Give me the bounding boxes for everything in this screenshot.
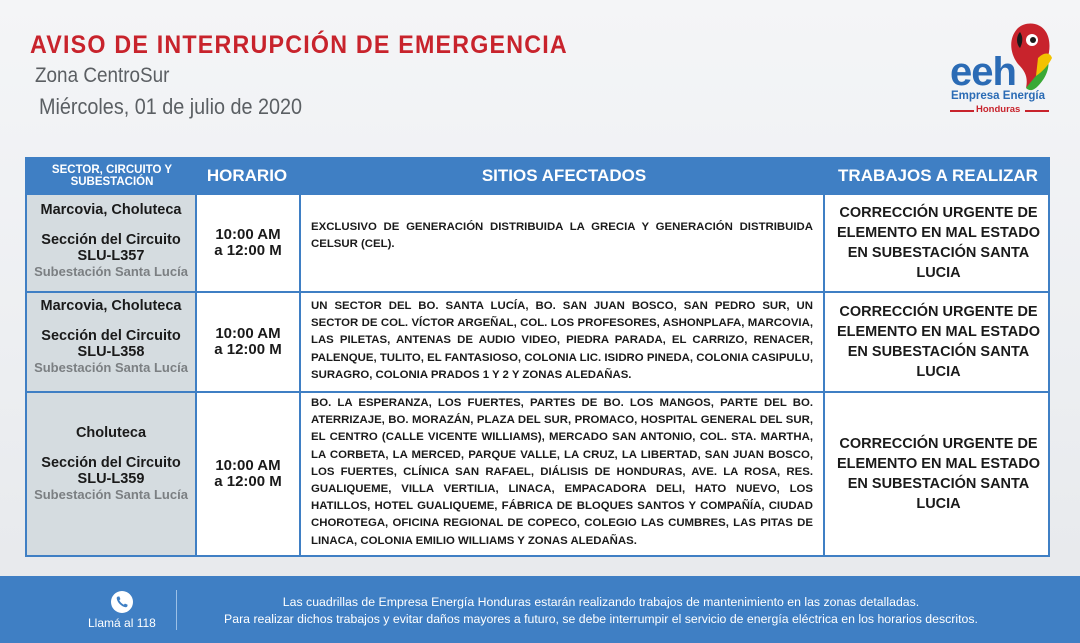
work-cell: CORRECCIÓN URGENTE DE ELEMENTO EN MAL ESTADO EN SUBESTACIÓN SANTA LUCIA (836, 436, 1040, 512)
sector-cell (27, 293, 195, 391)
sites-cell: UN SECTOR DEL BO. SANTA LUCÍA, BO. SAN JUAN BOSCO, SAN PEDRO SUR, UN SECTOR DE COL. VÍCTOR ARGEÑAL, COL. LOS PROFESORES, ASHONPLAFA, MARCOVIA, LAS PILETAS, ANTENAS DE AUDIO VIDEO, PIEDRA PARADA, EL CARRIZO, RENACER, PALENQUE, TULITO, EL FANTASIOSO, COLONIA LIC. ISIDRO PINEDA, COLONIA CASIPULU, SURAGRO, COLONIA PRADOS 1 Y 2 Y ZONAS ALEDAÑAS. (301, 293, 825, 391)
sector-cell (27, 393, 195, 555)
logo-line-right (1025, 110, 1049, 112)
work-cell: CORRECCIÓN URGENTE DE ELEMENTO EN MAL ESTADO EN SUBESTACIÓN SANTA LUCIA (836, 205, 1040, 281)
sector-cell (27, 195, 195, 291)
section-label: Sección del Circuito (41, 328, 181, 344)
header-trabajos: TRABAJOS A REALIZAR (838, 166, 1038, 185)
schedule-cell (195, 293, 301, 391)
footer-line-1: Las cuadrillas de Empresa Energía Honduras estarán realizando trabajos de mantenimiento en las zonas detalladas. (282, 595, 920, 609)
logo-country: Honduras (976, 104, 1021, 115)
location-label: Marcovia, Choluteca (40, 298, 182, 314)
sites-cell: EXCLUSIVO DE GENERACIÓN DISTRIBUIDA LA GRECIA Y GENERACIÓN DISTRIBUIDA CELSUR (CEL). (301, 195, 825, 291)
location-label: Choluteca (75, 425, 147, 441)
section-label: Sección del Circuito (41, 455, 181, 471)
phone-icon (111, 591, 133, 613)
time-to: a 12:00 M (214, 473, 282, 490)
time-to: a 12:00 M (214, 341, 282, 358)
circuit-label: SLU-L357 (77, 248, 145, 264)
header-horario: HORARIO (206, 166, 288, 185)
header-sector: SECTOR, CIRCUITO Y SUBESTACIÓN (51, 164, 173, 188)
substation-label: Subestación Santa Lucía (34, 487, 188, 502)
time-from: 10:00 AM (215, 457, 281, 474)
zone-label: Zona CentroSur (35, 64, 170, 87)
outage-table (25, 157, 1050, 557)
footer-divider (176, 590, 177, 630)
table-row (27, 193, 1048, 291)
schedule-cell (195, 195, 301, 291)
schedule-cell (195, 393, 301, 555)
table-header (27, 159, 1048, 193)
logo-text: eeh (950, 50, 1016, 94)
time-to: a 12:00 M (214, 242, 282, 259)
circuit-label: SLU-L359 (77, 471, 145, 487)
logo-line-left (950, 110, 974, 112)
eeh-logo (946, 18, 1056, 118)
call-label: Llamá al 118 (88, 616, 156, 630)
location-label: Marcovia, Choluteca (40, 202, 182, 218)
footer-line-2: Para realizar dichos trabajos y evitar daños mayores a futuro, se debe interrumpir el servicio de energía eléctrica en los horarios descritos. (224, 612, 978, 626)
time-from: 10:00 AM (215, 325, 281, 342)
work-cell: CORRECCIÓN URGENTE DE ELEMENTO EN MAL ESTADO EN SUBESTACIÓN SANTA LUCIA (836, 304, 1040, 380)
table-row (27, 391, 1048, 555)
time-from: 10:00 AM (215, 226, 281, 243)
date-label: Miércoles, 01 de julio de 2020 (39, 94, 303, 119)
section-label: Sección del Circuito (41, 232, 181, 248)
logo-company: Empresa Energía (951, 90, 1045, 102)
table-row (27, 291, 1048, 391)
sites-cell: BO. LA ESPERANZA, LOS FUERTES, PARTES DE BO. LOS MANGOS, PARTE DEL BO. ATERRIZAJE, BO. MORAZÁN, PLAZA DEL SUR, PROMACO, HOSPITAL GENERAL DEL SUR, EL CENTRO (CALLE VICENTE WILLIAMS), MERCADO SAN ANTONIO, COL. STA. MARTHA, LA CORBETA, LA MERCED, PARQUE VALLE, LA CRUZ, LA LIBERTAD, SAN JUAN BOSCO, LOS FUERTES, CLÍNICA SAN RAFAEL, DIÁLISIS DE HONDURAS, AVE. LA ROSA, RES. GUALIQUEME, VILLA VERTILIA, LINACA, EMPACADORA DELI, HATO NUEVO, LOS HATILLOS, HOTEL GUALIQUEME, FÁBRICA DE BLOQUES SANTOS Y COMPAÑÍA, CIUDAD CHOROTEGA, OFICINA REGIONAL DE COPECO, COLEGIO LAS CUMBRES, LAS PITAS DE LINACA, COLONIA EMILIO WILLIAMS Y ZONAS ALEDAÑAS. (301, 393, 825, 555)
notice-title: AVISO DE INTERRUPCIÓN DE EMERGENCIA (30, 31, 568, 59)
footer-banner (0, 576, 1080, 643)
substation-label: Subestación Santa Lucía (34, 264, 188, 279)
substation-label: Subestación Santa Lucía (34, 360, 188, 375)
circuit-label: SLU-L358 (77, 344, 145, 360)
footer-message (186, 594, 1016, 628)
header-sitios: SITIOS AFECTADOS (481, 166, 647, 185)
